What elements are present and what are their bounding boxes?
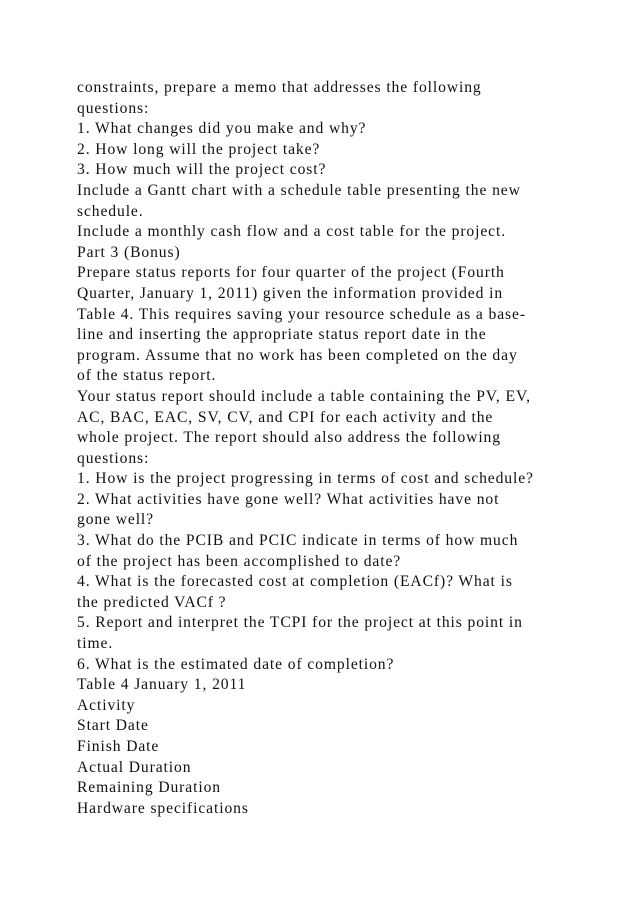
- text-line: program. Assume that no work has been completed on the day: [77, 346, 518, 364]
- section-heading: Part 3 (Bonus): [77, 243, 181, 261]
- text-line: constraints, prepare a memo that addresses the following: [77, 79, 482, 96]
- text-line: of the status report.: [77, 367, 217, 385]
- text-line: 4. What is the forecasted cost at completion (EACf)? What is: [77, 573, 513, 591]
- table-header-remaining-duration: Remaining Duration: [77, 779, 221, 797]
- text-line: AC, BAC, EAC, SV, CV, and CPI for each activity and the: [77, 408, 494, 426]
- text-line: questions:: [77, 99, 150, 117]
- table-header-finish-date: Finish Date: [77, 738, 160, 755]
- text-line: schedule.: [77, 202, 144, 220]
- text-line: Include a monthly cash flow and a cost table for the project.: [77, 223, 507, 241]
- text-line: the predicted VACf ?: [77, 593, 227, 611]
- text-line: of the project has been accomplished to date?: [77, 552, 402, 570]
- text-line: line and inserting the appropriate status report date in the: [77, 326, 487, 344]
- table-cell-activity: Hardware specifications: [77, 799, 249, 817]
- text-line: 3. How much will the project cost?: [77, 161, 327, 179]
- text-line: gone well?: [77, 511, 154, 529]
- text-line: 1. What changes did you make and why?: [77, 120, 367, 138]
- text-line: Include a Gantt chart with a schedule table presenting the new: [77, 181, 521, 199]
- document-text: [77, 78, 577, 819]
- text-line: questions:: [77, 449, 150, 467]
- text-line: 2. How long will the project take?: [77, 140, 321, 158]
- text-line: Quarter, January 1, 2011) given the information provided in: [77, 284, 504, 302]
- text-line: time.: [77, 635, 114, 653]
- text-line: Table 4. This requires saving your resource schedule as a base-: [77, 305, 526, 323]
- text-line: 5. Report and interpret the TCPI for the project at this point in: [77, 614, 523, 632]
- table-header-start-date: Start Date: [77, 717, 149, 735]
- text-line: 1. How is the project progressing in terms of cost and schedule?: [77, 470, 534, 488]
- table-header-actual-duration: Actual Duration: [77, 758, 192, 776]
- table-caption: Table 4 January 1, 2011: [77, 676, 247, 694]
- table-header-activity: Activity: [77, 696, 136, 714]
- text-line: Your status report should include a table containing the PV, EV,: [77, 387, 531, 405]
- text-line: whole project. The report should also address the following: [77, 429, 501, 447]
- text-line: 3. What do the PCIB and PCIC indicate in terms of how much: [77, 532, 519, 550]
- text-line: 2. What activities have gone well? What activities have not: [77, 490, 500, 508]
- text-line: 6. What is the estimated date of completion?: [77, 655, 395, 673]
- text-line: Prepare status reports for four quarter of the project (Fourth: [77, 264, 505, 282]
